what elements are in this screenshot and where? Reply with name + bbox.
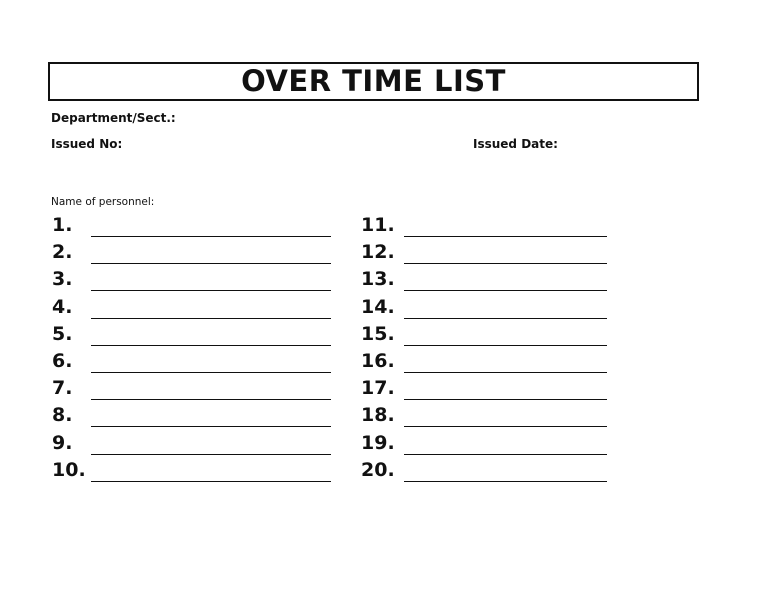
personnel-row [361,240,607,264]
personnel-row [52,295,331,319]
row-number: 5. [52,322,73,345]
personnel-label: Name of personnel: [51,196,155,208]
name-entry-line[interactable] [404,372,607,373]
row-number: 11. [361,214,395,236]
row-number: 7. [52,377,73,400]
row-number: 17. [361,377,395,400]
personnel-row [52,267,331,291]
name-entry-line[interactable] [404,345,607,346]
row-number: 8. [52,404,73,427]
name-entry-line[interactable] [404,263,607,264]
name-entry-line[interactable] [404,290,607,291]
issued-no-label: Issued No: [51,137,123,151]
personnel-row [361,267,607,291]
personnel-row [361,349,607,373]
personnel-row [361,213,607,237]
personnel-row [361,376,607,400]
personnel-row [52,240,331,264]
department-label: Department/Sect.: [51,111,176,125]
row-number: 20. [361,458,395,481]
personnel-row [52,431,331,455]
personnel-row [52,349,331,373]
name-entry-line[interactable] [404,236,607,237]
row-number: 4. [52,295,73,318]
page-title: OVER TIME LIST [241,64,506,98]
row-number: 1. [52,214,73,236]
name-entry-line[interactable] [404,318,607,319]
row-number: 6. [52,350,73,372]
personnel-row [361,295,607,319]
row-number: 18. [361,404,395,427]
row-number: 2. [52,241,73,264]
row-number: 19. [361,431,395,454]
personnel-row [361,322,607,346]
row-number: 12. [361,241,395,264]
name-entry-line[interactable] [404,399,607,400]
personnel-row [52,213,331,237]
name-entry-line[interactable] [91,481,331,482]
name-entry-line[interactable] [91,345,331,346]
personnel-row [361,431,607,455]
title-box [48,62,699,101]
personnel-row [52,403,331,427]
name-entry-line[interactable] [91,318,331,319]
row-number: 3. [52,268,73,291]
personnel-row [52,322,331,346]
name-entry-line[interactable] [404,481,607,482]
name-entry-line[interactable] [91,236,331,237]
name-entry-line[interactable] [91,372,331,373]
name-entry-line[interactable] [404,426,607,427]
personnel-row [361,403,607,427]
row-number: 9. [52,431,73,454]
row-number: 10. [52,458,86,481]
row-number: 14. [361,295,395,318]
row-number: 13. [361,268,395,291]
row-number: 16. [361,350,395,372]
name-entry-line[interactable] [91,263,331,264]
personnel-row [52,458,331,482]
personnel-row [52,376,331,400]
name-entry-line[interactable] [91,290,331,291]
row-number: 15. [361,322,395,345]
name-entry-line[interactable] [91,426,331,427]
name-entry-line[interactable] [91,399,331,400]
personnel-row [361,458,607,482]
name-entry-line[interactable] [91,454,331,455]
name-entry-line[interactable] [404,454,607,455]
issued-date-label: Issued Date: [473,137,558,151]
